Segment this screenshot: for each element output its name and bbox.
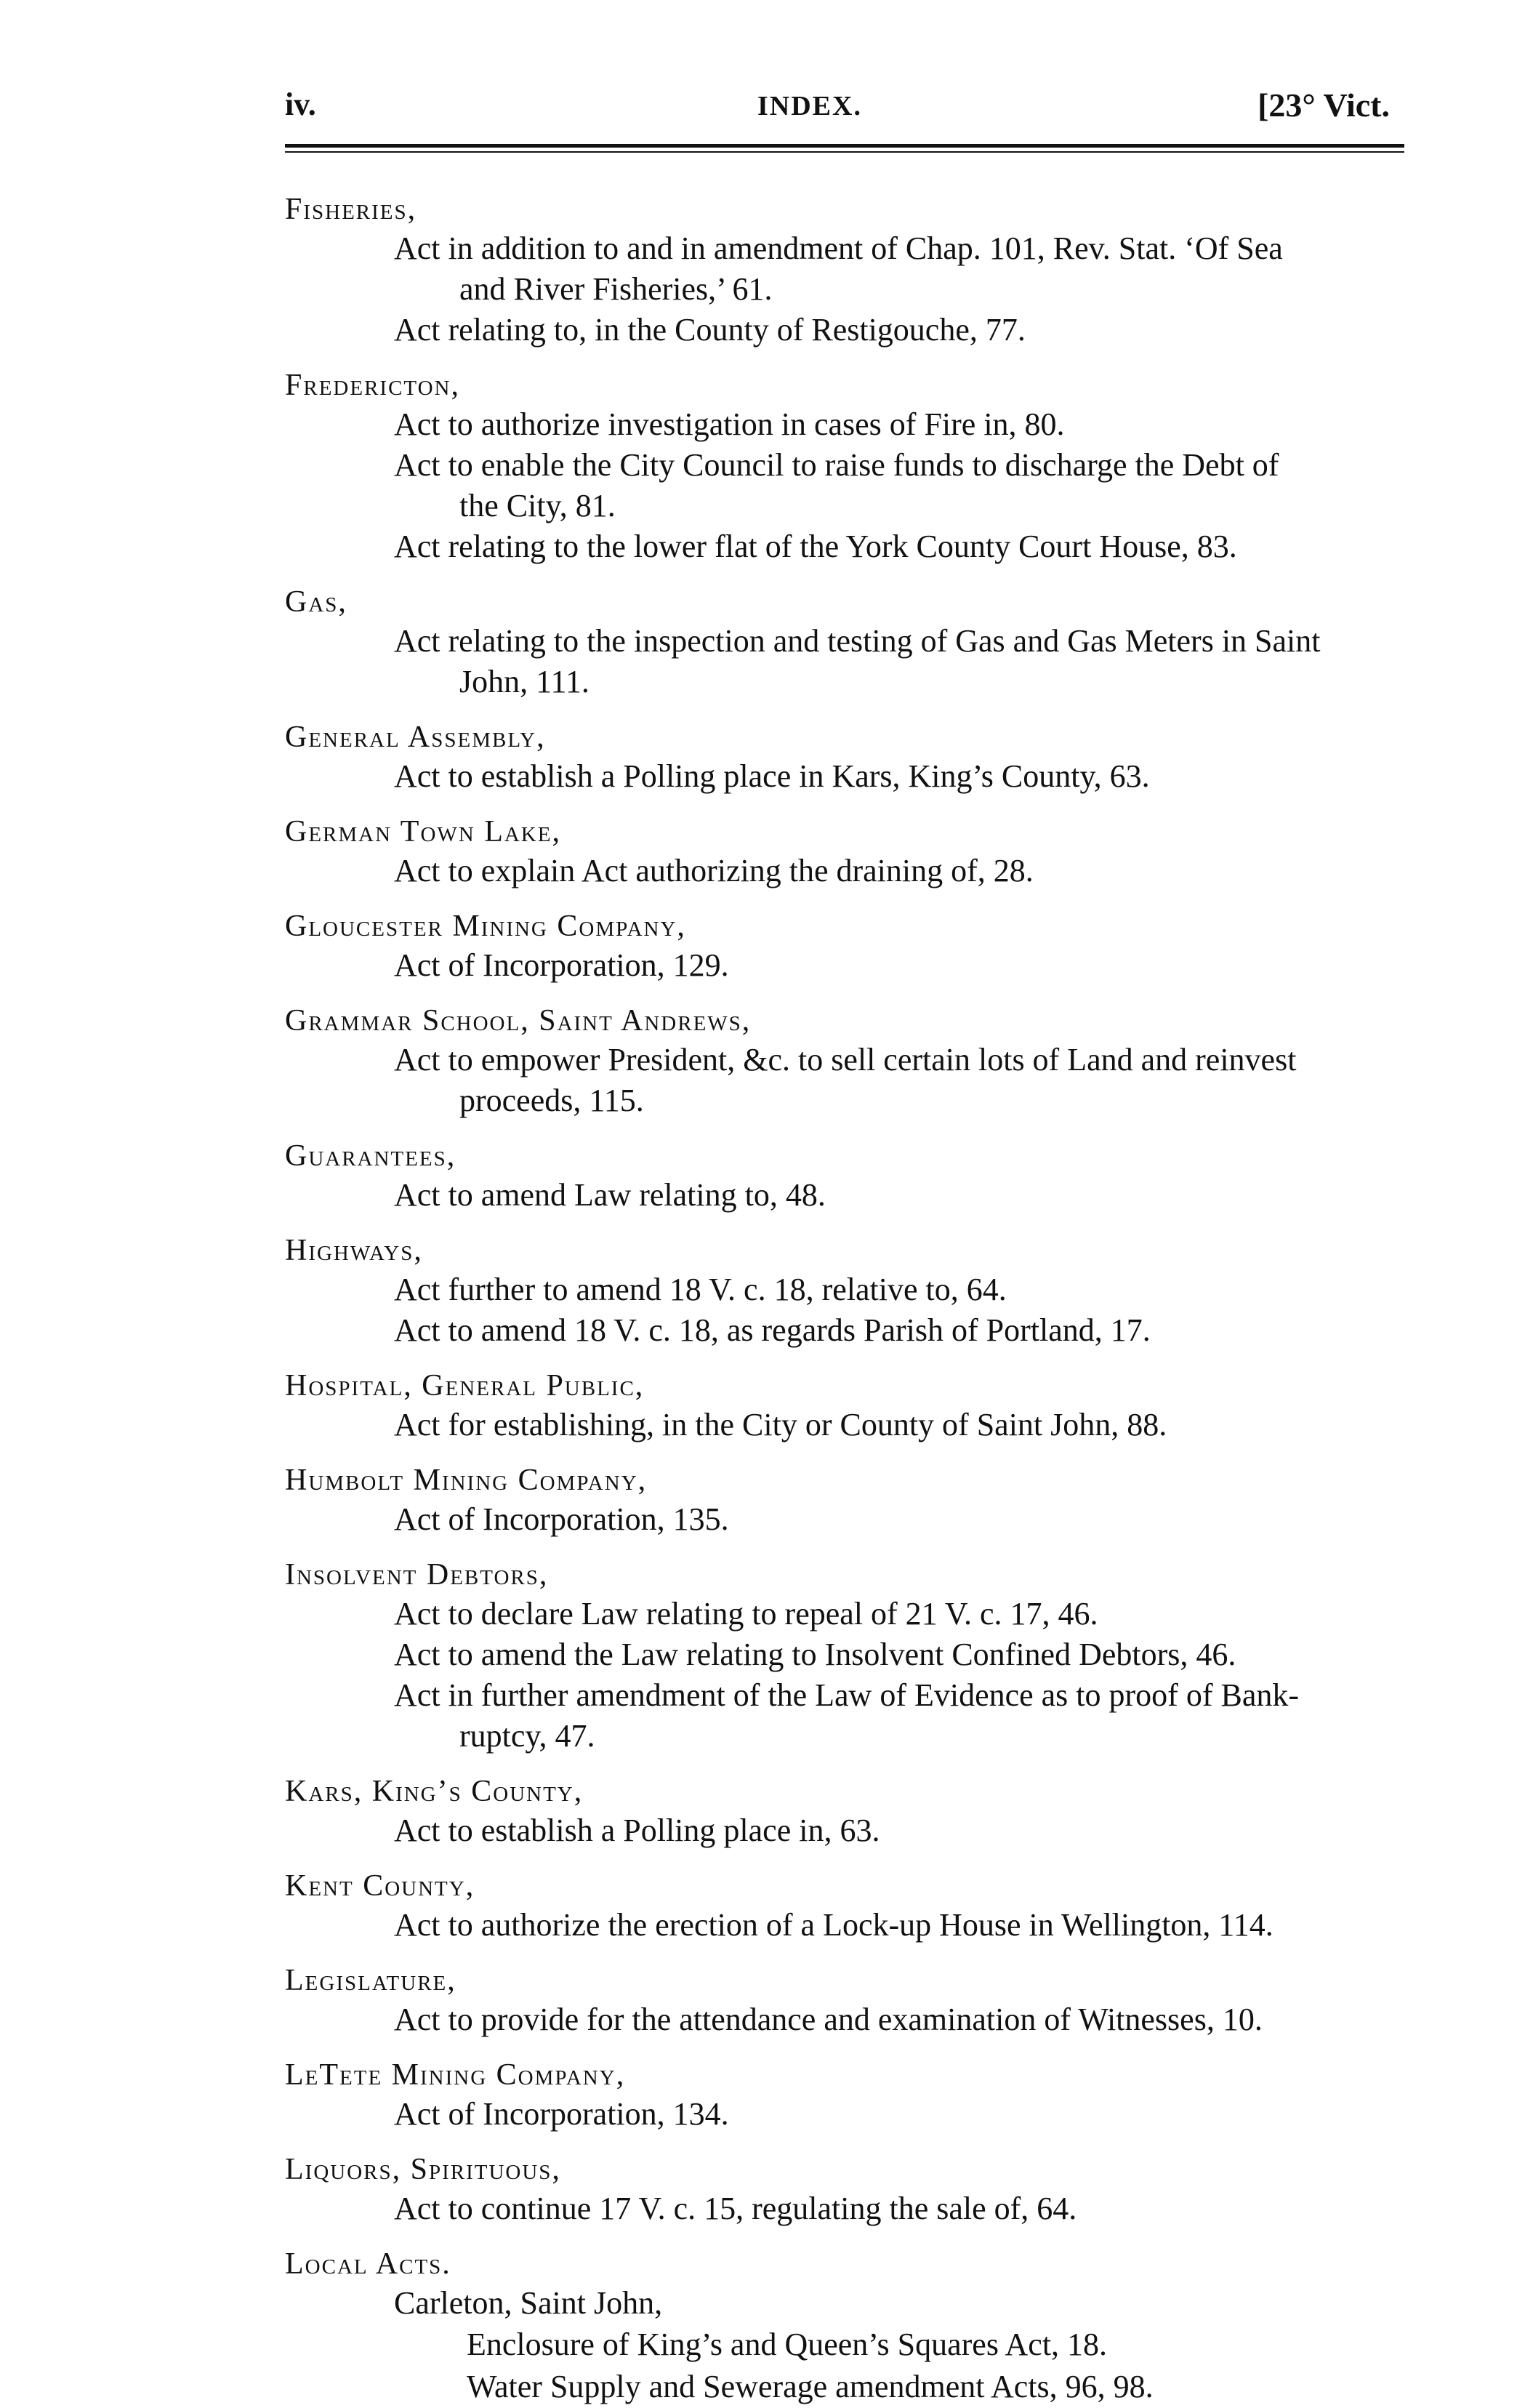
- entry-spacer: [285, 2229, 1419, 2245]
- entry-spacer: [285, 1445, 1419, 1461]
- entry-act: [285, 526, 1419, 567]
- act-text: Act to authorize the erection of a Lock-up House in Wellington, 114.: [394, 1907, 1273, 1943]
- index-entry: [285, 1137, 1419, 1216]
- act-text-continuation: and River Fisheries,’ 61.: [459, 271, 773, 307]
- index-entry: [285, 1556, 1419, 1757]
- entry-heading: Hospital, General Public,: [285, 1369, 645, 1402]
- entry-spacer: [285, 702, 1419, 718]
- entry-spacer: [285, 350, 1419, 366]
- entry-spacer: [285, 1351, 1419, 1367]
- entry-act: [285, 1634, 1419, 1675]
- entry-act: [285, 310, 1419, 350]
- entry-spacer: [285, 986, 1419, 1002]
- index-entry: [285, 1773, 1419, 1851]
- index-entry: [285, 2151, 1419, 2229]
- local-acts-heading: Local Acts.: [285, 2247, 451, 2281]
- entry-act: [285, 1675, 1419, 1757]
- page-header: [285, 86, 1404, 144]
- entry-heading: Insolvent Debtors,: [285, 1558, 549, 1592]
- entry-act: [285, 1810, 1419, 1851]
- entry-heading: Fredericton,: [285, 369, 460, 402]
- entry-spacer: [285, 1540, 1419, 1556]
- act-text: Act to amend Law relating to, 48.: [394, 1177, 826, 1213]
- act-text: Act relating to the inspection and testing of Gas and Gas Meters in Saint: [394, 623, 1321, 659]
- entry-act: [285, 228, 1419, 310]
- header-rule-thick: [285, 144, 1404, 148]
- index-entry: [285, 813, 1419, 891]
- entry-spacer: [285, 891, 1419, 907]
- index-entry: [285, 2056, 1419, 2135]
- act-text: Act in further amendment of the Law of Evidence as to proof of Bank-: [394, 1677, 1300, 1713]
- header-rule-thin: [285, 151, 1404, 153]
- entry-heading: Liquors, Spirituous,: [285, 2153, 561, 2186]
- entry-act: [285, 1999, 1419, 2040]
- entry-heading: Guarantees,: [285, 1139, 456, 1173]
- entry-act: [285, 1499, 1419, 1540]
- entry-heading: Kent County,: [285, 1869, 475, 1903]
- act-text: Act to amend the Law relating to Insolvent Confined Debtors, 46.: [394, 1637, 1236, 1672]
- entry-heading: Grammar School, Saint Andrews,: [285, 1004, 752, 1038]
- index-entry: [285, 1232, 1419, 1351]
- index-entry: [285, 366, 1419, 567]
- entry-act: [285, 1040, 1419, 1121]
- entry-act: [285, 1269, 1419, 1310]
- entry-act: [285, 1905, 1419, 1946]
- index-entry: [285, 1867, 1419, 1946]
- entry-act: [285, 1310, 1419, 1351]
- entry-act: [285, 2188, 1419, 2229]
- act-text-continuation: John, 111.: [459, 664, 590, 699]
- act-text-continuation: proceeds, 115.: [459, 1083, 644, 1118]
- entry-heading: General Assembly,: [285, 721, 546, 754]
- entry-heading: Gloucester Mining Company,: [285, 910, 686, 943]
- act-text: Act to empower President, &c. to sell certain lots of Land and reinvest: [394, 1042, 1297, 1077]
- regnal-year-reference: [23° Vict.: [1258, 87, 1390, 124]
- entry-spacer: [285, 797, 1419, 813]
- entry-spacer: [285, 2135, 1419, 2151]
- entry-act: [285, 756, 1419, 797]
- entry-spacer: [285, 1946, 1419, 1962]
- entry-spacer: [285, 1121, 1419, 1137]
- act-text: Act further to amend 18 V. c. 18, relative to, 64.: [394, 1272, 1007, 1307]
- act-text: Act to amend 18 V. c. 18, as regards Parish of Portland, 17.: [394, 1312, 1151, 1348]
- entry-act: [285, 445, 1419, 526]
- act-text: Act of Incorporation, 135.: [394, 1501, 729, 1537]
- act-text: Act to provide for the attendance and examination of Witnesses, 10.: [394, 2002, 1263, 2037]
- act-text: Act to establish a Polling place in Kars, King’s County, 63.: [394, 758, 1150, 794]
- entry-act: [285, 621, 1419, 702]
- entry-spacer: [285, 1851, 1419, 1867]
- act-text: Act to authorize investigation in cases of Fire in, 80.: [394, 406, 1065, 442]
- act-text: Act of Incorporation, 134.: [394, 2096, 729, 2132]
- entry-heading: German Town Lake,: [285, 815, 561, 848]
- entry-act: [285, 1594, 1419, 1634]
- entry-heading: Fisheries,: [285, 193, 417, 226]
- index-entry: [285, 907, 1419, 986]
- act-text: Act for establishing, in the City or County of Saint John, 88.: [394, 1407, 1167, 1442]
- entry-spacer: [285, 1216, 1419, 1232]
- entry-act: [285, 1405, 1419, 1445]
- local-act-item: Enclosure of King’s and Queen’s Squares Act, 18.: [467, 2327, 1108, 2362]
- index-entry: [285, 1002, 1419, 1121]
- entry-act: [285, 404, 1419, 445]
- local-acts-subheading: Carleton, Saint John,: [394, 2285, 663, 2321]
- entry-heading: Gas,: [285, 585, 347, 619]
- act-text: Act in addition to and in amendment of Chap. 101, Rev. Stat. ‘Of Sea: [394, 230, 1283, 266]
- act-text: Act to declare Law relating to repeal of 21 V. c. 17, 46.: [394, 1596, 1098, 1632]
- entry-act: [285, 851, 1419, 891]
- act-text: Act relating to, in the County of Restigouche, 77.: [394, 312, 1026, 348]
- act-text-continuation: ruptcy, 47.: [459, 1718, 595, 1754]
- entry-act: [285, 1175, 1419, 1216]
- entry-act: [285, 945, 1419, 986]
- entry-heading: LeTete Mining Company,: [285, 2058, 626, 2092]
- index-entries: [285, 190, 1419, 2408]
- index-entry: [285, 1962, 1419, 2040]
- act-text: Act of Incorporation, 129.: [394, 947, 729, 983]
- entry-spacer: [285, 567, 1419, 583]
- act-text: Act to enable the City Council to raise funds to discharge the Debt of: [394, 447, 1279, 483]
- entry-heading: Legislature,: [285, 1964, 456, 1997]
- index-entry: [285, 583, 1419, 702]
- entry-heading: Humbolt Mining Company,: [285, 1464, 648, 1497]
- act-text-continuation: the City, 81.: [459, 488, 616, 523]
- page-number: iv.: [285, 87, 316, 122]
- entry-heading: Highways,: [285, 1234, 423, 1267]
- index-entry: [285, 190, 1419, 350]
- local-act-item: Water Supply and Sewerage amendment Acts, 96, 98.: [467, 2369, 1154, 2404]
- act-text: Act to establish a Polling place in, 63.: [394, 1813, 880, 1848]
- entry-spacer: [285, 2040, 1419, 2056]
- index-entry: [285, 1367, 1419, 1445]
- act-text: Act to continue 17 V. c. 15, regulating the sale of, 64.: [394, 2191, 1077, 2226]
- local-acts-entry: [285, 2245, 1419, 2408]
- page-title: INDEX.: [757, 91, 862, 121]
- entry-spacer: [285, 1757, 1419, 1773]
- entry-heading: Kars, King’s County,: [285, 1775, 584, 1808]
- index-entry: [285, 1461, 1419, 1540]
- index-entry: [285, 718, 1419, 797]
- act-text: Act to explain Act authorizing the draining of, 28.: [394, 853, 1034, 888]
- entry-act: [285, 2094, 1419, 2135]
- act-text: Act relating to the lower flat of the York County Court House, 83.: [394, 529, 1237, 564]
